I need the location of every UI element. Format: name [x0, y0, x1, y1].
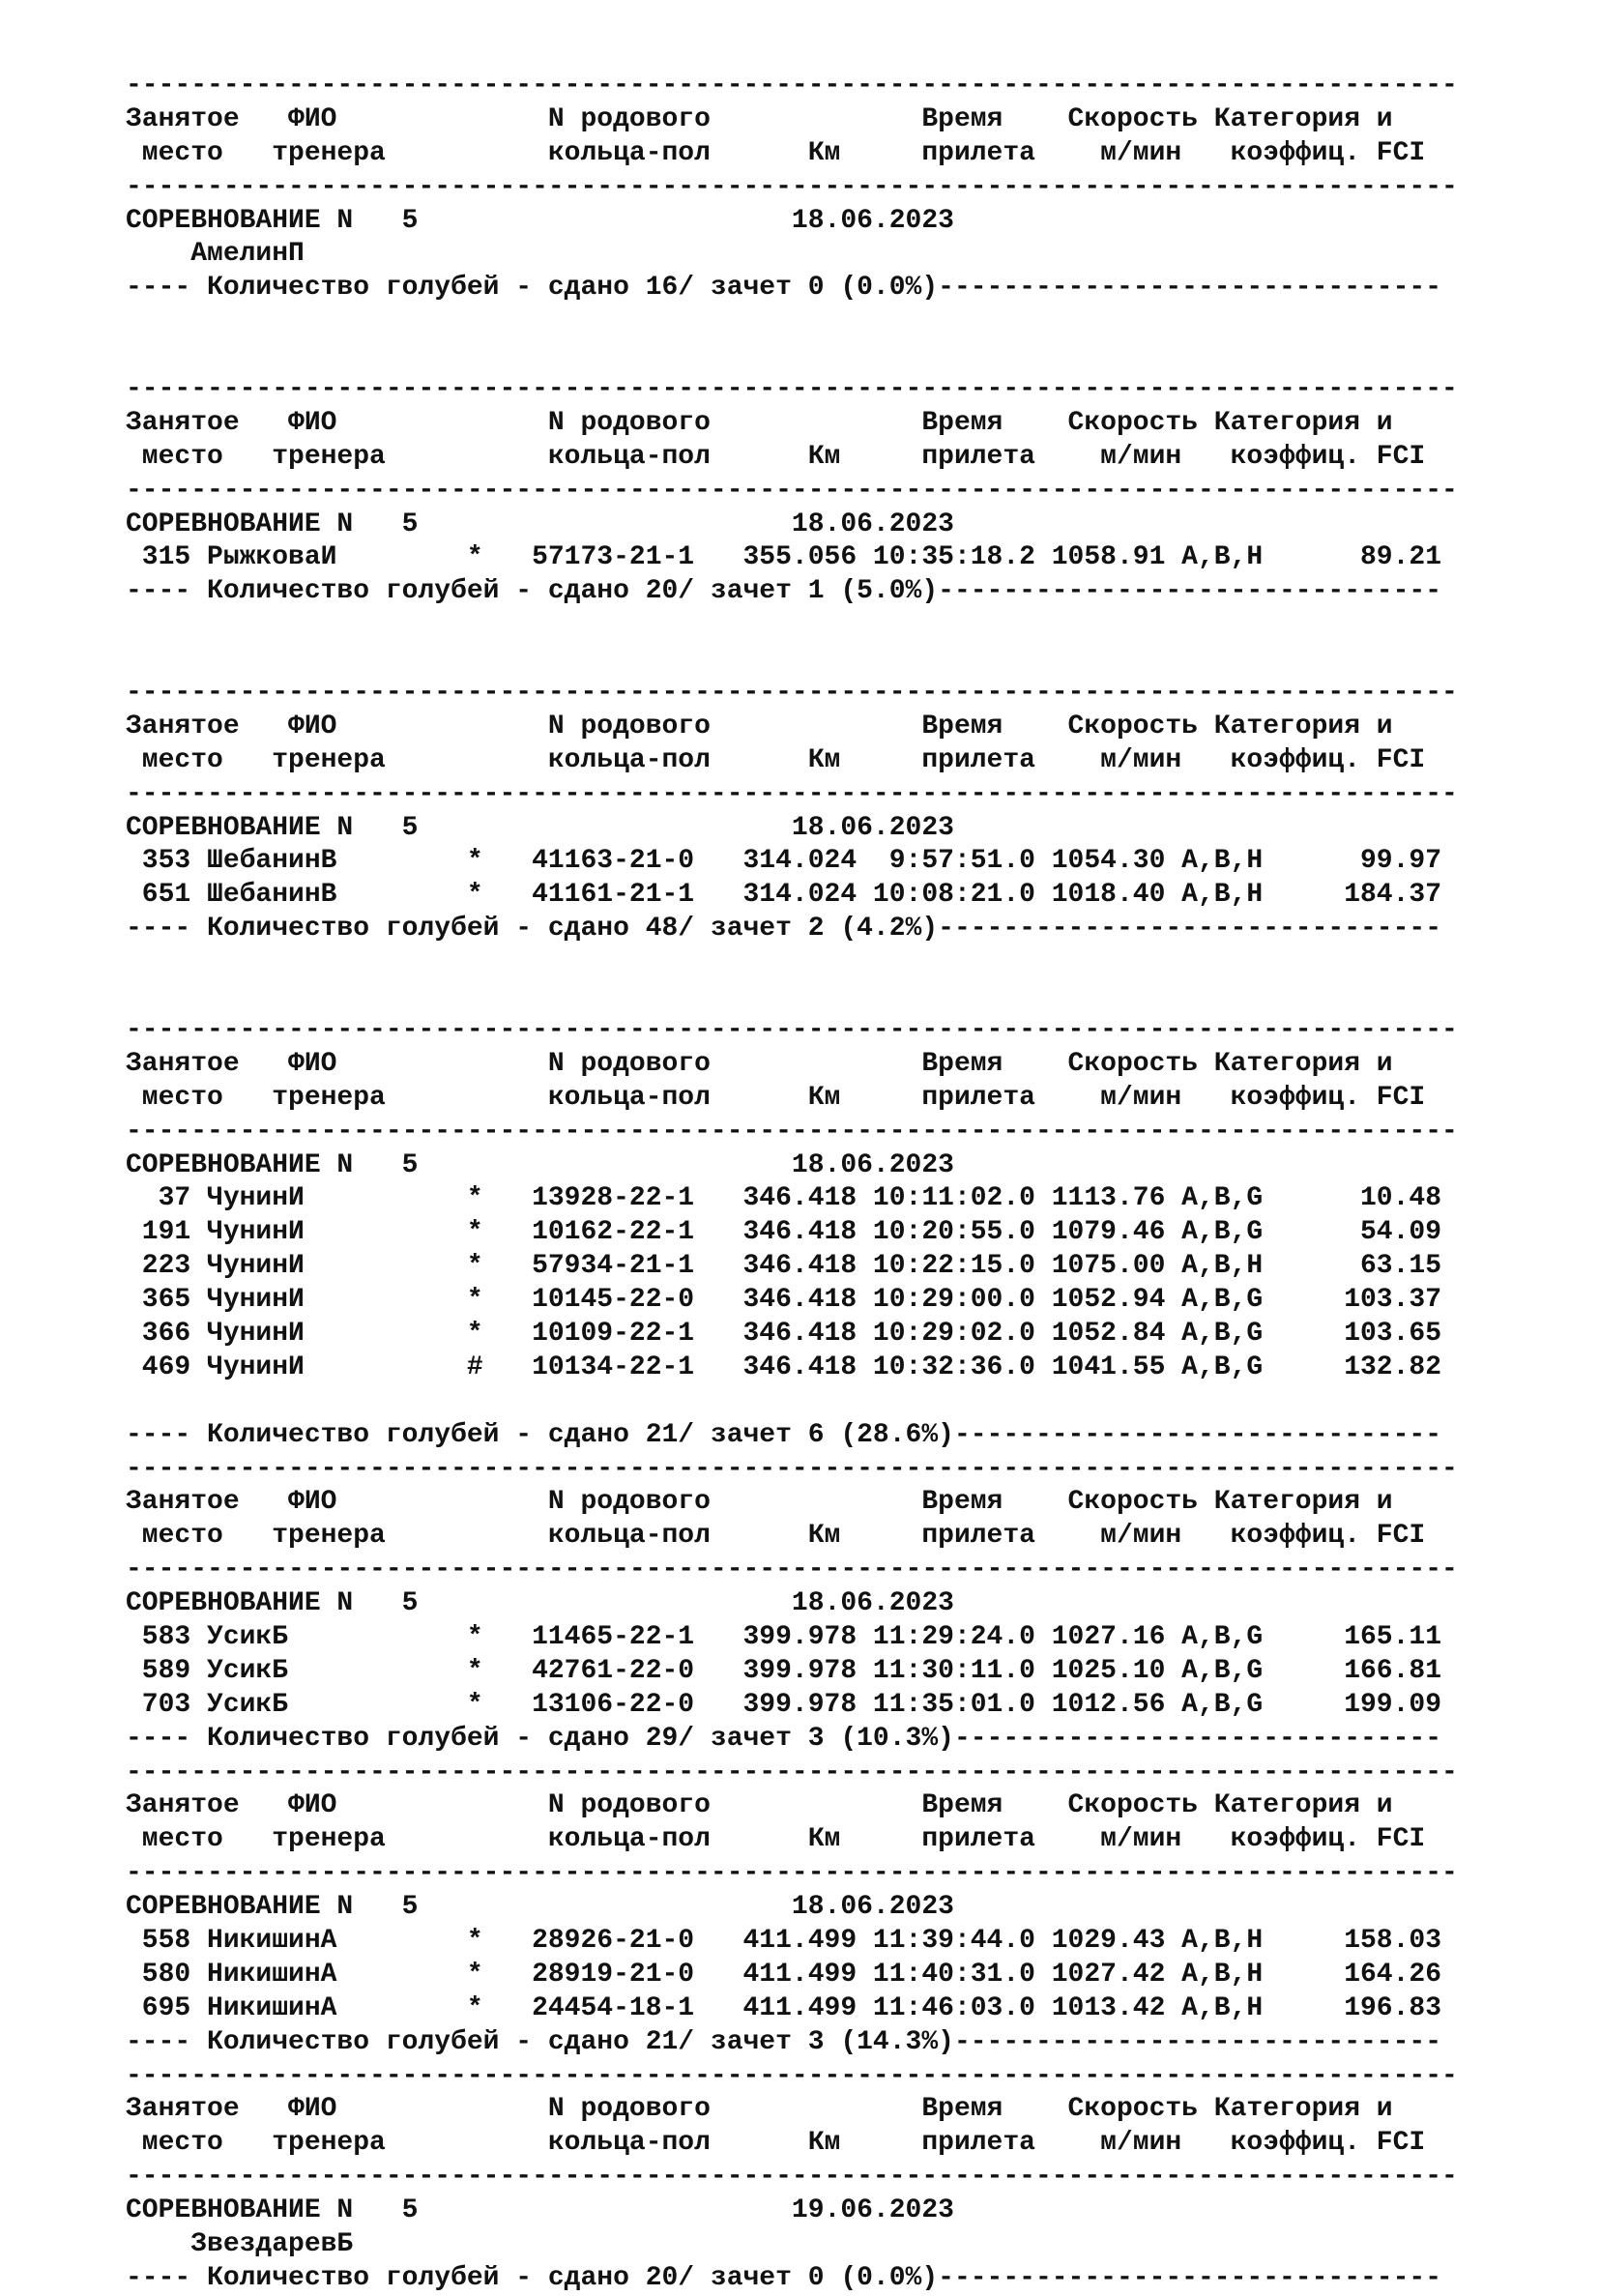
summary-line: ---- Количество голубей - сдано 20/ зачет 1 (5.0%)------------------------------- — [126, 576, 1442, 607]
header-row-2: место тренера кольца-пол Км прилета м/мин коэффиц. FCI — [126, 744, 1426, 775]
result-row: 651 ШебанинВ * 41161-21-1 314.024 10:08:21.0 1018.40 А,В,Н 184.37 — [126, 880, 1442, 911]
header-row-1: Занятое ФИО N родового Время Скорость Категория и — [126, 1048, 1393, 1079]
result-row: АмелинП — [126, 239, 305, 270]
competition-line: СОРЕВНОВАНИЕ N 5 18.06.2023 — [126, 1892, 954, 1923]
result-row: 366 ЧунинИ * 10109-22-1 346.418 10:29:02.0 1052.84 А,В,G 103.65 — [126, 1318, 1442, 1349]
header-row-1: Занятое ФИО N родового Время Скорость Категория и — [126, 2094, 1393, 2125]
rule-line: ---------------------------------------------------------------------------------- — [126, 2162, 1458, 2193]
result-row: 695 НикишинА * 24454-18-1 411.499 11:46:03.0 1013.42 А,В,Н 196.83 — [126, 1992, 1442, 2023]
header-row-2: место тренера кольца-пол Км прилета м/мин коэффиц. FCI — [126, 441, 1426, 472]
summary-line: ---- Количество голубей - сдано 21/ зачет 6 (28.6%)------------------------------ — [126, 1419, 1442, 1450]
header-row-2: место тренера кольца-пол Км прилета м/мин коэффиц. FCI — [126, 137, 1426, 168]
rule-line: ---------------------------------------------------------------------------------- — [126, 1014, 1458, 1045]
rule-line: ---------------------------------------------------------------------------------- — [126, 71, 1458, 101]
header-row-1: Занятое ФИО N родового Время Скорость Категория и — [126, 103, 1393, 134]
rule-line: ---------------------------------------------------------------------------------- — [126, 475, 1458, 506]
header-row-1: Занятое ФИО N родового Время Скорость Категория и — [126, 711, 1393, 741]
rule-line: ---------------------------------------------------------------------------------- — [126, 778, 1458, 809]
header-row-1: Занятое ФИО N родового Время Скорость Категория и — [126, 407, 1393, 438]
summary-line: ---- Количество голубей - сдано 48/ зачет 2 (4.2%)------------------------------- — [126, 914, 1442, 945]
header-row-2: место тренера кольца-пол Км прилета м/мин коэффиц. FCI — [126, 1082, 1426, 1113]
competition-line: СОРЕВНОВАНИЕ N 5 18.06.2023 — [126, 205, 954, 236]
header-row-2: место тренера кольца-пол Км прилета м/мин коэффиц. FCI — [126, 1521, 1426, 1552]
rule-line: ---------------------------------------------------------------------------------- — [126, 678, 1458, 709]
result-row: 315 РыжковаИ * 57173-21-1 355.056 10:35:18.2 1058.91 А,В,Н 89.21 — [126, 542, 1442, 573]
result-row: 365 ЧунинИ * 10145-22-0 346.418 10:29:00.0 1052.94 А,В,G 103.37 — [126, 1285, 1442, 1316]
result-row: 583 УсикБ * 11465-22-1 399.978 11:29:24.0 1027.16 А,В,G 165.11 — [126, 1621, 1442, 1652]
competition-line: СОРЕВНОВАНИЕ N 5 18.06.2023 — [126, 812, 954, 843]
rule-line: ---------------------------------------------------------------------------------- — [126, 171, 1458, 202]
result-row: 223 ЧунинИ * 57934-21-1 346.418 10:22:15.0 1075.00 А,В,Н 63.15 — [126, 1251, 1442, 1282]
rule-line: ---------------------------------------------------------------------------------- — [126, 374, 1458, 405]
competition-line: СОРЕВНОВАНИЕ N 5 18.06.2023 — [126, 1149, 954, 1180]
result-row: 469 ЧунинИ # 10134-22-1 346.418 10:32:36.0 1041.55 А,В,G 132.82 — [126, 1351, 1442, 1382]
summary-line: ---- Количество голубей - сдано 29/ зачет 3 (10.3%)------------------------------ — [126, 1723, 1442, 1754]
rule-line: ---------------------------------------------------------------------------------- — [126, 2060, 1458, 2091]
competition-line: СОРЕВНОВАНИЕ N 5 18.06.2023 — [126, 1588, 954, 1619]
header-row-2: место тренера кольца-пол Км прилета м/мин коэффиц. FCI — [126, 2128, 1426, 2159]
rule-line: ---------------------------------------------------------------------------------- — [126, 1116, 1458, 1147]
header-row-1: Занятое ФИО N родового Время Скорость Категория и — [126, 1790, 1393, 1821]
result-row: 589 УсикБ * 42761-22-0 399.978 11:30:11.0 1025.10 А,В,G 166.81 — [126, 1655, 1442, 1686]
result-row: 558 НикишинА * 28926-21-0 411.499 11:39:44.0 1029.43 А,В,Н 158.03 — [126, 1925, 1442, 1956]
summary-line: ---- Количество голубей - сдано 21/ зачет 3 (14.3%)------------------------------ — [126, 2026, 1442, 2057]
summary-line: ---- Количество голубей - сдано 20/ зачет 0 (0.0%)------------------------------- — [126, 2262, 1442, 2293]
header-row-1: Занятое ФИО N родового Время Скорость Категория и — [126, 1487, 1393, 1518]
result-row: 353 ШебанинВ * 41163-21-0 314.024 9:57:51.0 1054.30 А,В,Н 99.97 — [126, 846, 1442, 877]
competition-line: СОРЕВНОВАНИЕ N 5 18.06.2023 — [126, 509, 954, 539]
rule-line: ---------------------------------------------------------------------------------- — [126, 1555, 1458, 1585]
result-row: 703 УсикБ * 13106-22-0 399.978 11:35:01.0 1012.56 А,В,G 199.09 — [126, 1689, 1442, 1720]
rule-line: ---------------------------------------------------------------------------------- — [126, 1858, 1458, 1889]
rule-line: ---------------------------------------------------------------------------------- — [126, 1453, 1458, 1484]
result-row: 191 ЧунинИ * 10162-22-1 346.418 10:20:55.0 1079.46 А,В,G 54.09 — [126, 1217, 1442, 1248]
header-row-2: место тренера кольца-пол Км прилета м/мин коэффиц. FCI — [126, 1824, 1426, 1855]
results-report — [126, 70, 1576, 2296]
result-row: ЗвездаревБ — [126, 2229, 354, 2259]
summary-line: ---- Количество голубей - сдано 16/ зачет 0 (0.0%)------------------------------- — [126, 273, 1442, 304]
result-row: 37 ЧунинИ * 13928-22-1 346.418 10:11:02.0 1113.76 А,В,G 10.48 — [126, 1183, 1442, 1214]
competition-line: СОРЕВНОВАНИЕ N 5 19.06.2023 — [126, 2195, 954, 2226]
rule-line: ---------------------------------------------------------------------------------- — [126, 1757, 1458, 1787]
result-row: 580 НикишинА * 28919-21-0 411.499 11:40:31.0 1027.42 А,В,Н 164.26 — [126, 1959, 1442, 1990]
